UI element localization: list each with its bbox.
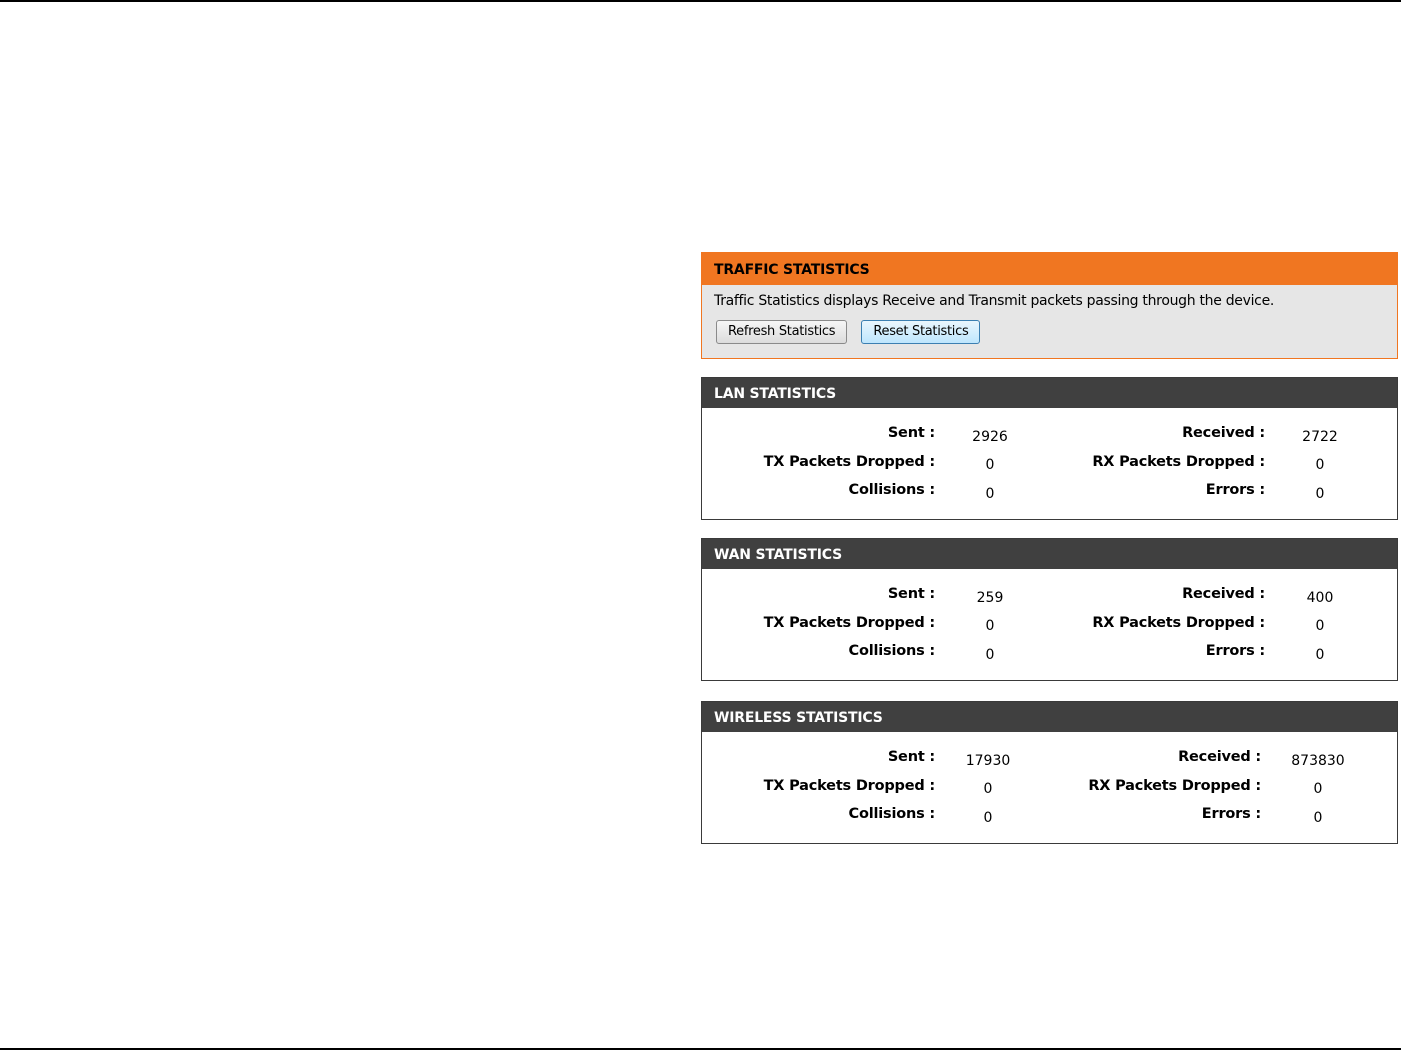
wireless-errors-value: 0 xyxy=(1313,810,1323,826)
wan-tx-dropped-label: TX Packets Dropped : xyxy=(763,615,935,631)
lan-statistics-panel xyxy=(701,377,1398,520)
bottom-divider xyxy=(0,1048,1401,1050)
wan-statistics-panel xyxy=(701,538,1398,681)
lan-errors-label: Errors : xyxy=(1205,482,1265,498)
wan-statistics-title: WAN STATISTICS xyxy=(702,539,1397,569)
wireless-statistics-title: WIRELESS STATISTICS xyxy=(702,702,1397,732)
wireless-rx-dropped-label: RX Packets Dropped : xyxy=(1088,778,1261,794)
wireless-collisions-value: 0 xyxy=(983,810,993,826)
wireless-sent-label: Sent : xyxy=(887,749,935,765)
lan-received-label: Received : xyxy=(1182,425,1265,441)
lan-sent-value: 2926 xyxy=(972,429,1008,445)
lan-rx-dropped-value: 0 xyxy=(1315,457,1325,473)
lan-rx-dropped-label: RX Packets Dropped : xyxy=(1092,454,1265,470)
wan-errors-label: Errors : xyxy=(1205,643,1265,659)
lan-errors-value: 0 xyxy=(1315,486,1325,502)
wan-tx-dropped-value: 0 xyxy=(985,618,995,634)
wireless-statistics-panel xyxy=(701,701,1398,844)
refresh-statistics-button[interactable]: Refresh Statistics xyxy=(716,320,847,344)
wan-sent-label: Sent : xyxy=(887,586,935,602)
top-divider xyxy=(0,0,1401,2)
lan-collisions-value: 0 xyxy=(985,486,995,502)
traffic-statistics-title: TRAFFIC STATISTICS xyxy=(702,253,1397,285)
wireless-received-label: Received : xyxy=(1178,749,1261,765)
traffic-buttons xyxy=(716,320,989,344)
wan-sent-value: 259 xyxy=(976,590,1004,606)
wan-rx-dropped-label: RX Packets Dropped : xyxy=(1092,615,1265,631)
wan-rx-dropped-value: 0 xyxy=(1315,618,1325,634)
wan-received-label: Received : xyxy=(1182,586,1265,602)
lan-sent-label: Sent : xyxy=(887,425,935,441)
lan-received-value: 2722 xyxy=(1302,429,1338,445)
wireless-errors-label: Errors : xyxy=(1201,806,1261,822)
reset-statistics-button[interactable]: Reset Statistics xyxy=(861,320,980,344)
wireless-rx-dropped-value: 0 xyxy=(1313,781,1323,797)
wireless-collisions-label: Collisions : xyxy=(848,806,935,822)
wan-received-value: 400 xyxy=(1306,590,1334,606)
traffic-statistics-description: Traffic Statistics displays Receive and Transmit packets passing through the device. xyxy=(714,293,1275,309)
lan-statistics-title: LAN STATISTICS xyxy=(702,378,1397,408)
wireless-sent-value: 17930 xyxy=(965,753,1011,769)
wireless-tx-dropped-value: 0 xyxy=(983,781,993,797)
lan-collisions-label: Collisions : xyxy=(848,482,935,498)
wan-errors-value: 0 xyxy=(1315,647,1325,663)
lan-tx-dropped-label: TX Packets Dropped : xyxy=(763,454,935,470)
lan-tx-dropped-value: 0 xyxy=(985,457,995,473)
wan-collisions-value: 0 xyxy=(985,647,995,663)
wireless-tx-dropped-label: TX Packets Dropped : xyxy=(763,778,935,794)
wan-collisions-label: Collisions : xyxy=(848,643,935,659)
wireless-received-value: 873830 xyxy=(1291,753,1345,769)
traffic-statistics-panel xyxy=(701,252,1398,359)
